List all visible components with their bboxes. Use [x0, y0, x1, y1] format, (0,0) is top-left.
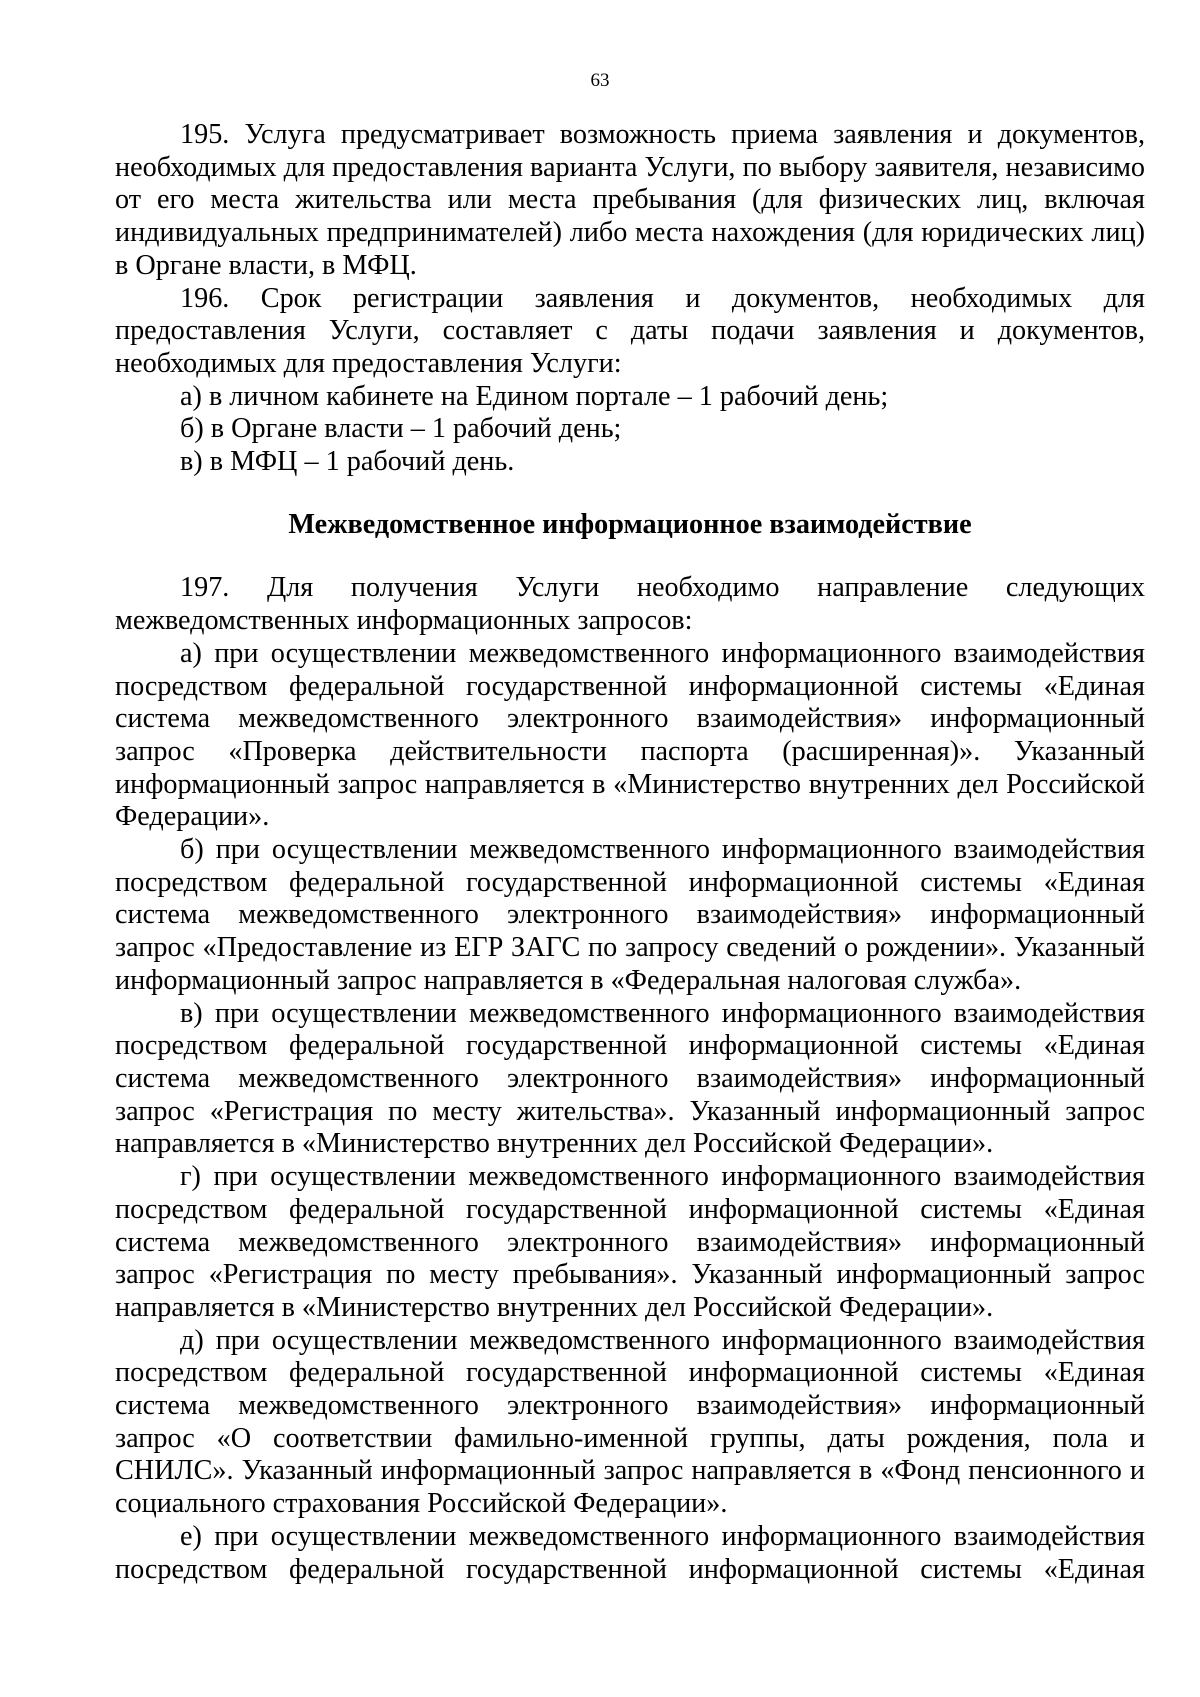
paragraph-196-v: в) в МФЦ – 1 рабочий день. — [180, 446, 515, 478]
document-body — [115, 119, 1145, 1586]
paragraph-197-e: е) при осуществлении межведомственного информационного взаимодействия посредством федеральной государственной информационной системы «Единая — [115, 1520, 1145, 1585]
paragraph-196-b: б) в Органе власти – 1 рабочий день; — [180, 413, 622, 445]
paragraph-197-a: а) при осуществлении межведомственного информационного взаимодействия посредством федеральной государственной информационной системы «Единая система межведомственного электронного взаимодействия» информационный запрос «Проверка действительности паспорта (расширенная)». Указанный информационный запрос направляется в «Министерство внутренних дел Российской Федерации». — [115, 637, 1145, 833]
section-heading: Межведомственное информационное взаимодействие — [288, 509, 972, 541]
paragraph-197: 197. Для получения Услуги необходимо направление следующих межведомственных информационных запросов: — [115, 572, 1145, 637]
paragraph-197-g: г) при осуществлении межведомственного информационного взаимодействия посредством федеральной государственной информационной системы «Единая система межведомственного электронного взаимодействия» информационный запрос «Регистрация по месту пребывания». Указанный информационный запрос направляется в «Министерство внутренних дел Российской Федерации». — [115, 1161, 1145, 1323]
paragraph-197-v: в) при осуществлении межведомственного информационного взаимодействия посредством федеральной государственной информационной системы «Единая система межведомственного электронного взаимодействия» информационный запрос «Регистрация по месту жительства». Указанный информационный запрос направляется в «Министерство внутренних дел Российской Федерации». — [115, 997, 1145, 1160]
paragraph-197-b: б) при осуществлении межведомственного информационного взаимодействия посредством федеральной государственной информационной системы «Единая система межведомственного электронного взаимодействия» информационный запрос «Предоставление из ЕГР ЗАГС по запросу сведений о рождении». Указанный информационный запрос направляется в «Федеральная налоговая служба». — [115, 834, 1145, 996]
page-number: 63 — [590, 70, 610, 91]
paragraph-197-d: д) при осуществлении межведомственного информационного взаимодействия посредством федеральной государственной информационной системы «Единая система межведомственного электронного взаимодействия» информационный запрос «О соответствии фамильно-именной группы, даты рождения, пола и СНИЛС». Указанный информационный запрос направляется в «Фонд пенсионного и социального страхования Российской Федерации». — [115, 1324, 1145, 1520]
paragraph-196: 196. Срок регистрации заявления и документов, необходимых для предоставления Услуги, составляет с даты подачи заявления и документов, необходимых для предоставления Услуги: — [115, 282, 1145, 379]
paragraph-195: 195. Услуга предусматривает возможность приема заявления и документов, необходимых для предоставления варианта Услуги, по выбору заявителя, независимо от его места жительства или места пребывания (для физических лиц, включая индивидуальных предпринимателей) либо места нахождения (для юридических лиц) в Органе власти, в МФЦ. — [115, 119, 1145, 281]
paragraph-196-a: а) в личном кабинете на Едином портале – 1 рабочий день; — [180, 380, 889, 412]
